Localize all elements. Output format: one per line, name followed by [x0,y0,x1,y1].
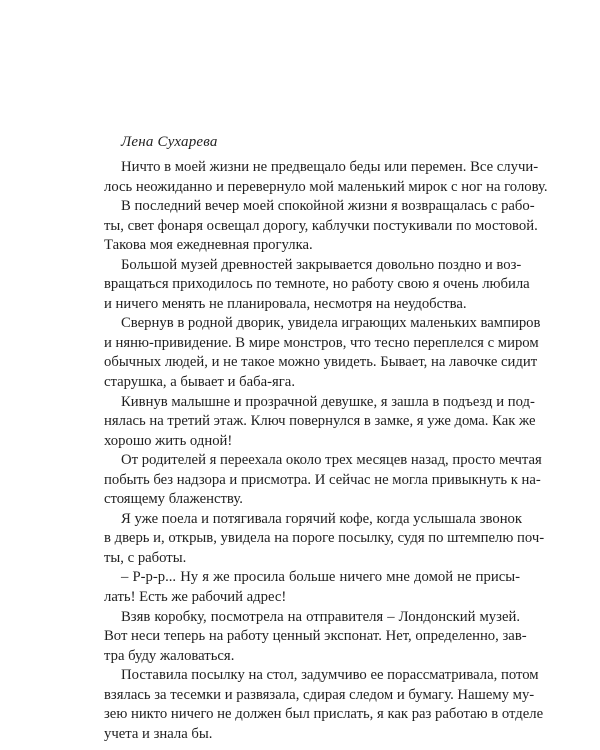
paragraph [104,256,530,315]
paragraph [104,314,541,392]
text-line: Большой музей древностей закрывается довольно поздно и воз- [121,256,522,273]
text-line: учета и знала бы. [104,725,213,742]
text-line: Кивнув малышне и прозрачной девушке, я зашла в подъезд и под- [121,393,535,410]
paragraph [104,393,536,452]
text-line: – Р-р-р... Ну я же просила больше ничего мне домой не присы- [121,569,520,586]
text-line: От родителей я переехала около трех месяцев назад, просто мечтая [121,452,542,469]
text-line: нялась на третий этаж. Ключ повернулся в замке, я уже дома. Как же [104,413,536,430]
paragraph [104,197,538,256]
text-line: лось неожиданно и перевернуло мой маленький мирок с ног на голову. [104,178,548,195]
paragraph [104,666,544,744]
text-line: Ничто в моей жизни не предвещало беды или перемен. Все случи- [121,159,539,175]
text-line: ты, с работы. [104,549,187,566]
text-line: обычных людей, и не такое можно увидеть. Бывает, на лавочке сидит [104,354,538,371]
text-line: В последний вечер моей спокойной жизни я возвращалась с рабо- [121,198,535,215]
paragraph [104,158,548,197]
text-line: и ничего менять не планировала, несмотря на неудобства. [104,295,467,312]
text-line: ты, свет фонаря освещал дорогу, каблучки постукивали по мостовой. [104,217,538,234]
paragraph [104,451,542,510]
text-line: взялась за тесемки и развязала, сдирая следом и бумагу. Нашему му- [104,686,535,703]
text-line: хорошо жить одной! [104,432,233,449]
body-text [104,158,548,744]
text-line: тра буду жаловаться. [104,647,235,664]
text-line: стоящему блаженству. [104,491,243,508]
text-line: Вот неси теперь на работу ценный экспонат. Нет, определенно, зав- [104,628,527,645]
text-line: зею никто ничего не должен был прислать, я как раз работаю в отделе [104,706,544,723]
text-line: Взяв коробку, посмотрела на отправителя – Лондонский музей. [121,608,520,625]
paragraph [104,510,545,569]
running-header-author: Лена Сухарева [121,134,218,150]
paragraph [104,608,527,667]
paragraph [104,568,520,607]
text-line: старушка, а бывает и баба-яга. [104,374,295,391]
text-line: лать! Есть же рабочий адрес! [104,589,287,606]
text-line: Свернув в родной дворик, увидела играющих маленьких вампиров [121,315,541,332]
text-line: Я уже поела и потягивала горячий кофе, когда услышала звонок [121,510,523,527]
text-line: в дверь и, открыв, увидела на пороге посылку, судя по штемпелю поч- [104,530,545,547]
text-line: Такова моя ежедневная прогулка. [104,237,313,254]
text-line: побыть без надзора и присмотра. И сейчас не могла привыкнуть к на- [104,471,541,488]
text-line: вращаться приходилось по темноте, но работу свою я очень любила [104,276,530,293]
text-line: и няню-привидение. В мире монстров, что тесно переплелся с миром [104,334,539,351]
text-line: Поставила посылку на стол, задумчиво ее порассматривала, потом [121,667,539,684]
